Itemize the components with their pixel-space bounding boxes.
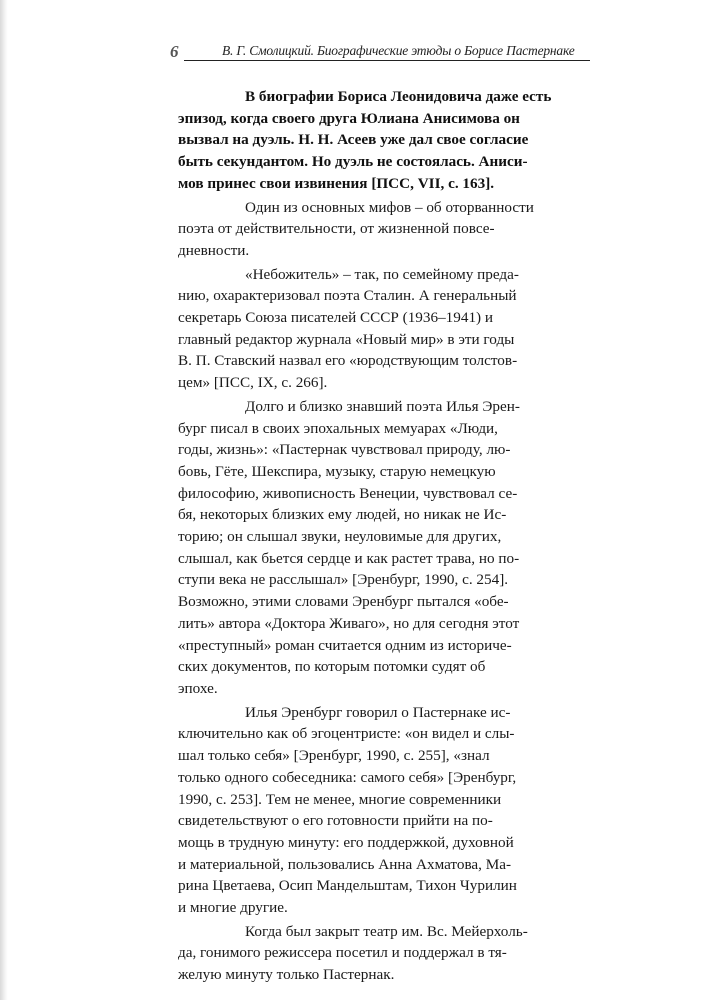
paragraph-duel: В биографии Бориса Леонидовича даже есть эпизод, когда своего друга Юлиана Анисимова он вызвал на дуэль. Н. Н. Асеев уже дал свое согласие быть секундантом. Но дуэль не состоялась. Аниси- мов принес свои извинения [ПСС, VII, с. 163].	[178, 88, 552, 192]
page-number: 6	[170, 42, 179, 61]
page-spine-shadow	[0, 0, 8, 1000]
main-text	[178, 86, 581, 988]
paragraph-myth: Один из основных мифов – об оторванности поэта от действительности, от жизненной повсе- дневности.	[178, 198, 534, 259]
paragraph-meyerhold: Когда был закрыт театр им. Вс. Мейерхоль- да, гонимого режиссера посетил и поддержал в тя- желую минуту только Пастернак.	[178, 922, 528, 984]
paragraph-egocentrist: Илья Эренбург говорил о Пастернаке ис- ключительно как об эгоцентристе: «он видел и слы- шал только себя» [Эренбург, 1990, с. 255], «знал только одного собеседника: самого себя» [Эренбург, 1990, с. 253]. Тем не менее, многие современники свидетельствуют о его готовности прийти на по- мощь в трудную минуту: его поддержкой, духовной и материальной, пользовались Анна Ахматова, Ма- рина Цветаева, Осип Мандельштам, Тихон Чурилин и многие другие.	[178, 703, 517, 917]
running-title: В. Г. Смолицкий. Биографические этюды о Борисе Пастернаке	[222, 43, 575, 58]
paragraph-ehrenburg-memoirs: Долго и близко знавший поэта Илья Эрен- бург писал в своих эпохальных мемуарах «Люди, годы, жизнь»: «Пастернак чувствовал природу, лю- бовь, Гёте, Шекспира, музыку, старую немецкую философию, живописность Венеции, чувствовал се- бя, некоторых близких ему людей, но никак не Ис- торию; он слышал звуки, неуловимые для других, слышал, как бьется сердце и как растет трава, но по- ступи века не расслышал» [Эренбург, 1990, с. 254]. Возможно, этими словами Эренбург пытался «обе- лить» автора «Доктора Живаго», но для сегодня этот «преступный» роман считается одним из историче- ских документов, по которым потомки судят об эпохе.	[178, 397, 520, 697]
running-header	[170, 42, 590, 66]
header-rule	[184, 60, 590, 61]
paragraph-nebozhitel: «Небожитель» – так, по семейному преда- нию, охарактеризовал поэта Сталин. А генеральный секретарь Союза писателей СССР (1936–1941) и главный редактор журнала «Новый мир» в эти годы В. П. Ставский назвал его «юродствующим толстов- цем» [ПСС, IX, с. 266].	[178, 265, 519, 392]
